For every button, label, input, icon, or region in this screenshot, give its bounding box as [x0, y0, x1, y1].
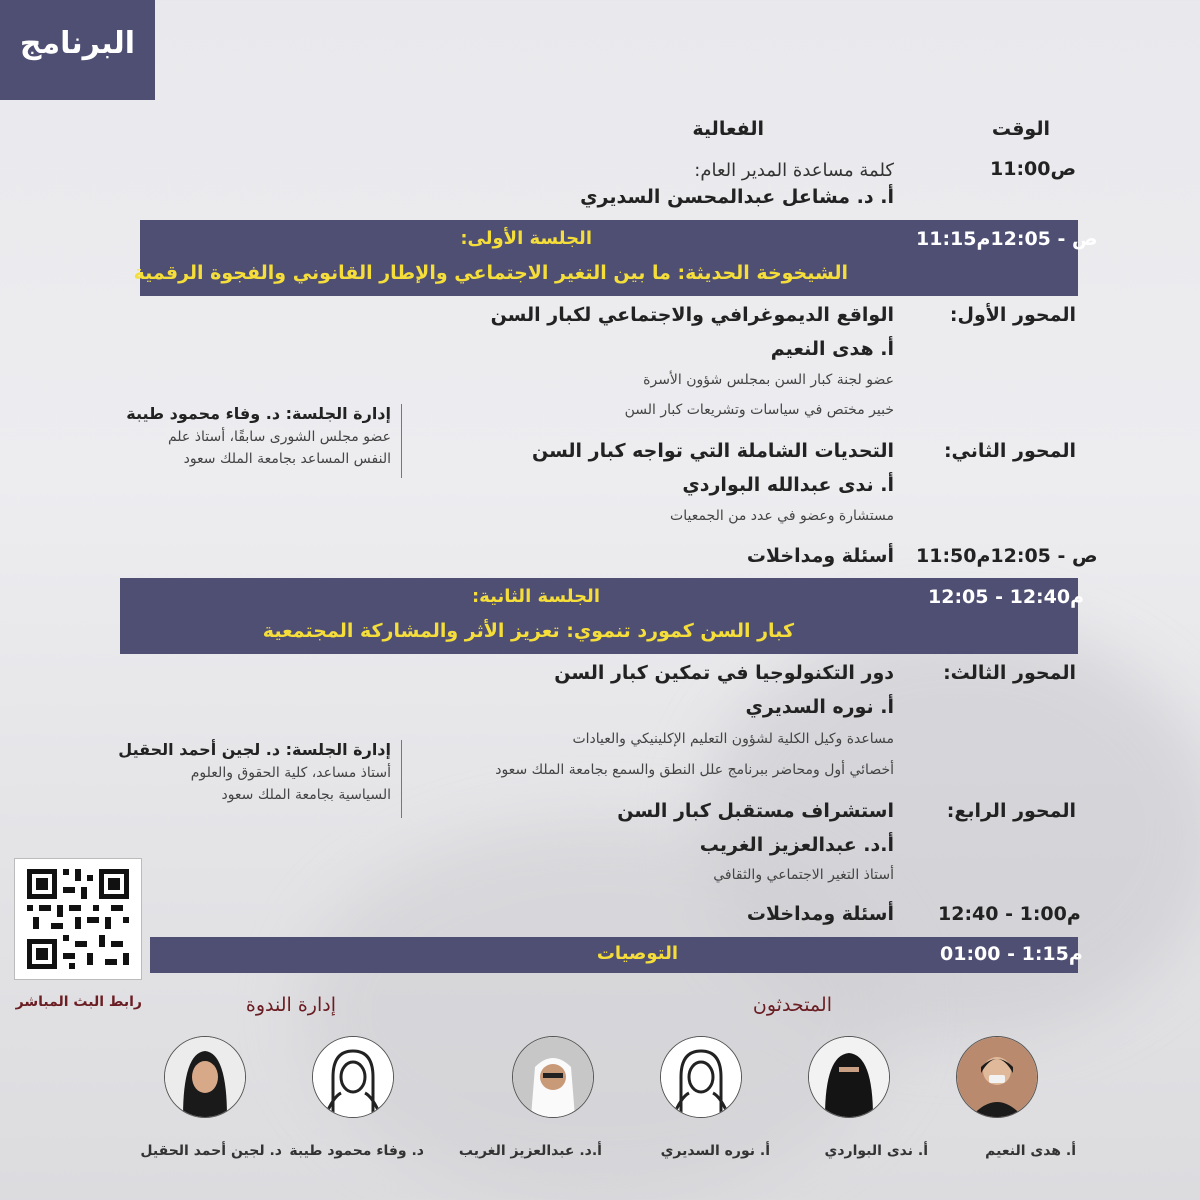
qa1-text: أسئلة ومداخلات: [746, 545, 894, 567]
axis3-topic: دور التكنولوجيا في تمكين كبار السن: [554, 662, 894, 684]
axis3-desc1: مساعدة وكيل الكلية لشؤون التعليم الإكلينيكي والعيادات: [572, 731, 894, 747]
program-title-box: [0, 0, 155, 100]
qr-code-graphic: [15, 859, 141, 979]
qa2-time: 12:40 - 1:00م: [938, 903, 1081, 925]
opening-time: 11:00ص: [990, 158, 1077, 180]
moderator1-block: [126, 404, 402, 478]
recommendations-time: 01:00 - 1:15م: [940, 943, 1083, 965]
moderators-label: إدارة الندوة: [245, 994, 336, 1016]
session1-title: الشيخوخة الحديثة: ما بين التغير الاجتماعي والإطار القانوني والفجوة الرقمية: [133, 262, 848, 284]
session2-label: الجلسة الثانية:: [471, 586, 600, 607]
session1-time: 11:15ص - 12:05م: [916, 228, 1098, 250]
qr-code[interactable]: [14, 858, 142, 980]
opening-speaker: أ. د. مشاعل عبدالمحسن السديري: [580, 186, 894, 208]
speaker-photo-1: [956, 1036, 1038, 1118]
recommendations-band: [150, 937, 1083, 973]
person-name-6: د. لجين أحمد الحقيل: [140, 1143, 282, 1159]
recommendations-label: التوصيات: [596, 943, 678, 964]
person-name-5: د. وفاء محمود طيبة: [289, 1143, 424, 1159]
axis3-label: المحور الثالث:: [943, 662, 1076, 684]
axis4-topic: استشراف مستقبل كبار السن: [617, 800, 894, 822]
speaker-photo-3: [660, 1036, 742, 1118]
speakers-label: المتحدثون: [752, 994, 832, 1016]
person-name-4: أ.د. عبدالعزيز الغريب: [458, 1143, 602, 1159]
session2-title: كبار السن كمورد تنموي: تعزيز الأثر والمشاركة المجتمعية: [262, 620, 794, 642]
axis1-topic: الواقع الديموغرافي والاجتماعي لكبار السن: [490, 304, 894, 326]
axis4-desc1: أستاذ التغير الاجتماعي والثقافي: [713, 867, 894, 883]
axis4-label: المحور الرابع:: [946, 800, 1076, 822]
header-event: الفعالية: [692, 118, 764, 140]
moderator-photo-1: [312, 1036, 394, 1118]
axis1-label: المحور الأول:: [949, 304, 1076, 326]
axis1-desc1: عضو لجنة كبار السن بمجلس شؤون الأسرة: [643, 372, 894, 388]
program-title: البرنامج: [19, 26, 136, 61]
axis2-speaker: أ. ندى عبدالله البواردي: [682, 474, 894, 496]
header-time: الوقت: [991, 118, 1050, 140]
qa2-text: أسئلة ومداخلات: [746, 903, 894, 925]
speaker-photo-4: [512, 1036, 594, 1118]
axis3-desc2: أخصائي أول ومحاضر ببرنامج علل النطق والسمع بجامعة الملك سعود: [495, 762, 894, 778]
person-name-3: أ. نوره السديري: [660, 1143, 770, 1159]
axis2-desc1: مستشارة وعضو في عدد من الجمعيات: [670, 508, 894, 524]
speaker-photo-2: [808, 1036, 890, 1118]
opening-line1: كلمة مساعدة المدير العام:: [694, 160, 894, 181]
session1-band: [133, 220, 1098, 296]
axis3-speaker: أ. نوره السديري: [745, 696, 894, 718]
axis2-topic: التحديات الشاملة التي تواجه كبار السن: [531, 440, 894, 462]
qr-label: رابط البث المباشر: [15, 994, 142, 1010]
axis1-speaker: أ. هدى النعيم: [770, 338, 894, 360]
axis4-speaker: أ.د. عبدالعزيز الغريب: [699, 834, 894, 856]
moderator2-block: [118, 740, 402, 818]
moderator2-title: إدارة الجلسة: د. لجين أحمد الحقيل: [118, 740, 391, 759]
moderator2-line2: السياسية بجامعة الملك سعود: [221, 787, 391, 803]
moderator1-title: إدارة الجلسة: د. وفاء محمود طيبة: [126, 404, 391, 423]
moderator1-line1: عضو مجلس الشورى سابقًا، أستاذ علم: [167, 429, 391, 445]
session2-band: [120, 578, 1085, 654]
moderator1-line2: النفس المساعد بجامعة الملك سعود: [183, 451, 391, 467]
moderator2-line1: أستاذ مساعد، كلية الحقوق والعلوم: [190, 765, 391, 781]
moderator-photo-2: [164, 1036, 246, 1118]
person-name-2: أ. ندى البواردي: [824, 1143, 928, 1159]
qa1-time: 11:50ص - 12:05م: [916, 545, 1098, 567]
axis2-label: المحور الثاني:: [943, 440, 1076, 462]
person-name-1: أ. هدى النعيم: [985, 1143, 1076, 1159]
axis1-desc2: خبير مختص في سياسات وتشريعات كبار السن: [624, 402, 894, 418]
session1-label: الجلسة الأولى:: [460, 228, 592, 249]
session2-time: 12:05 - 12:40م: [928, 586, 1085, 608]
